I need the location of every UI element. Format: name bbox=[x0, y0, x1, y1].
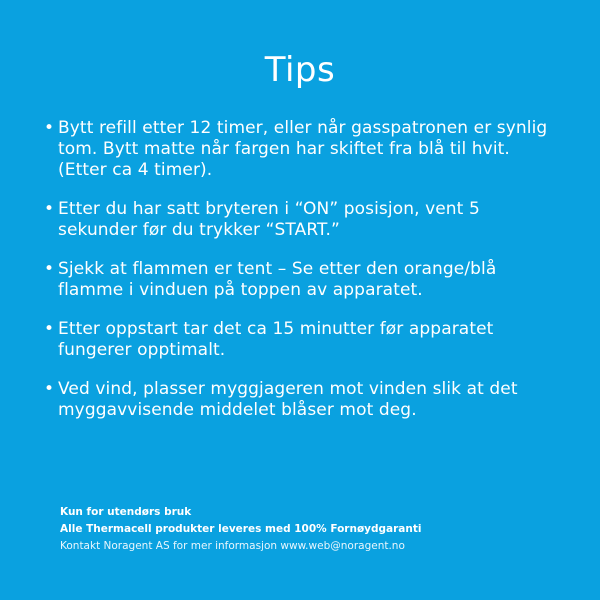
footer-outdoor-note: Kun for utendørs bruk bbox=[60, 506, 192, 518]
tip-text: Etter du har satt bryteren i “ON” posisjon, vent 5 sekunder før du trykker “START.” bbox=[58, 199, 480, 240]
bullet-icon: • bbox=[44, 199, 55, 219]
page-title: Tips bbox=[264, 50, 336, 90]
list-item bbox=[44, 199, 564, 241]
tip-text: Sjekk at flammen er tent – Se etter den orange/blå flamme i vinduen på toppen av apparatet. bbox=[58, 259, 497, 300]
list-item bbox=[44, 319, 564, 361]
list-item bbox=[44, 379, 564, 421]
list-item bbox=[44, 259, 564, 301]
footer-guarantee: Alle Thermacell produkter leveres med 100% Fornøydgaranti bbox=[60, 523, 422, 535]
tips-list bbox=[44, 118, 564, 439]
tip-text: Etter oppstart tar det ca 15 minutter før apparatet fungerer opptimalt. bbox=[58, 319, 494, 360]
list-item bbox=[44, 118, 564, 181]
bullet-icon: • bbox=[44, 319, 55, 339]
footer-contact: Kontakt Noragent AS for mer informasjon www.web@noragent.no bbox=[60, 540, 405, 552]
bullet-icon: • bbox=[44, 379, 55, 399]
bullet-icon: • bbox=[44, 259, 55, 279]
tip-text: Bytt refill etter 12 timer, eller når gasspatronen er synlig tom. Bytt matte når fargen har skiftet fra blå til hvit. (Etter ca 4 timer). bbox=[58, 118, 548, 180]
footer bbox=[60, 504, 580, 555]
tip-text: Ved vind, plasser myggjageren mot vinden slik at det myggavvisende middelet blåser mot deg. bbox=[58, 379, 518, 420]
bullet-icon: • bbox=[44, 118, 55, 138]
